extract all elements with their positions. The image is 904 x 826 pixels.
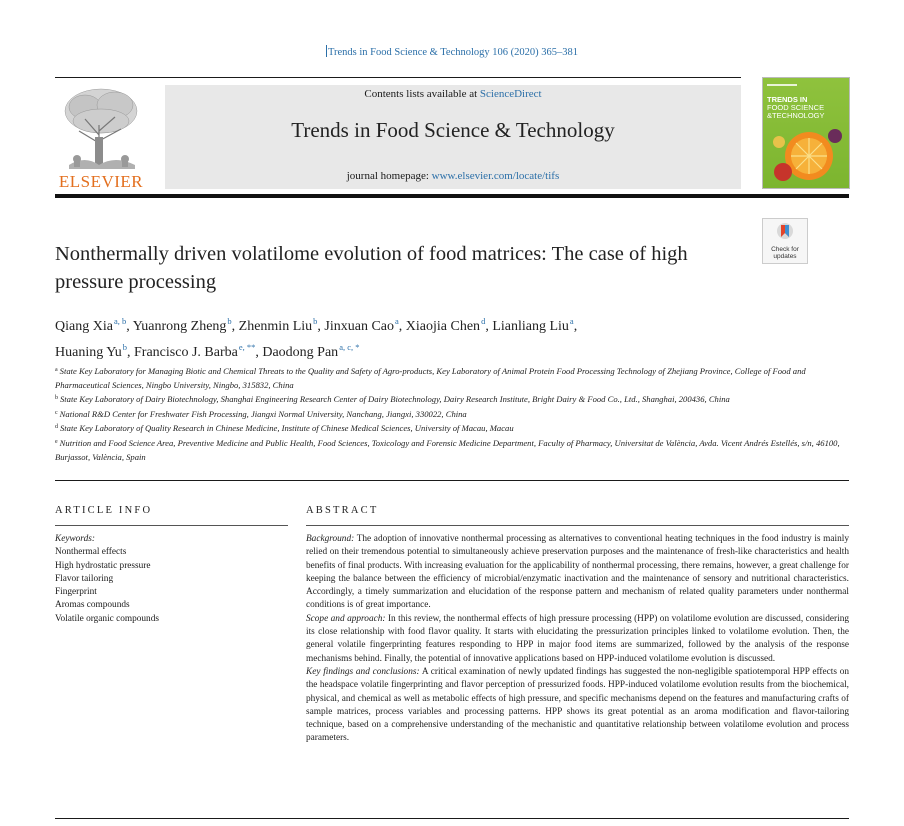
affiliation-text: Nutrition and Food Science Area, Preventive Medicine and Public Health, Food Sciences, Toxicology and Forensic Medicine Department, Faculty of Pharmacy, Universitat de València, Avda. Vicent Andrés Estellés, s/n, 46100, Burjassot, València, Spain [55, 437, 840, 462]
author-affiliation-marker[interactable]: b [122, 342, 128, 352]
author-name[interactable]: Zhenmin Liu [238, 319, 313, 334]
check-for-updates-label [763, 246, 807, 260]
contents-line [165, 88, 741, 100]
abstract-findings [306, 666, 849, 746]
sciencedirect-link[interactable]: ScienceDirect [479, 88, 542, 100]
affiliation-key: c [55, 409, 58, 416]
article-title: Nonthermally driven volatilome evolution of food matrices: The case of high pressure processing [55, 243, 688, 293]
author-name[interactable]: Daodong Pan [262, 345, 339, 360]
author[interactable] [134, 342, 256, 360]
author-name[interactable]: Lianliang Liu [492, 319, 569, 334]
journal-citation[interactable] [0, 45, 904, 58]
affiliation-item [55, 364, 845, 392]
abstract-scope [306, 613, 849, 666]
author-affiliation-marker[interactable]: b [313, 316, 318, 326]
author[interactable] [55, 342, 128, 360]
publisher-name: ELSEVIER [58, 172, 144, 191]
affiliation-key: a [55, 367, 58, 373]
cover-fruit-image [769, 122, 845, 184]
abstract-section-text: In this review, the nonthermal effects of high pressure processing (HPP) on volatilome evolution are discussed, considering its close relationship with food flavor quality. It starts with elucidating the pressurization principles linked to volatilome evolution. Then, the general volatile fingerprinting features responding to HPP in major food items are summarized, followed by the analysis of the response mechanisms behind. Finally, the potential of innovative applications based on HPP-induced volatilome evolution is discussed. [306, 613, 849, 664]
abstract-heading: ABSTRACT [306, 505, 379, 516]
abstract-section-label: Scope and approach: [306, 613, 386, 624]
affiliation-item [55, 436, 845, 464]
author-affiliation-marker[interactable]: a, b [113, 316, 127, 326]
citation-text[interactable]: Trends in Food Science & Technology 106 (2020) 365–381 [327, 47, 579, 58]
author[interactable] [55, 316, 127, 334]
cover-title [767, 96, 847, 120]
abstract-rule [306, 525, 849, 526]
article-info-heading: ARTICLE INFO [55, 505, 153, 516]
keyword-item[interactable]: Volatile organic compounds [55, 613, 159, 624]
homepage-prefix: journal homepage: [346, 170, 432, 182]
keyword-item[interactable]: Aromas compounds [55, 600, 130, 611]
abstract-body [306, 533, 849, 746]
cover-title-line-3: &TECHNOLOGY [767, 111, 825, 120]
footer-rule [55, 818, 849, 819]
author-name[interactable]: Yuanrong Zheng [132, 319, 227, 334]
author-affiliation-marker[interactable]: a [569, 316, 574, 326]
author[interactable] [262, 342, 360, 360]
cover-title-line-2: FOOD SCIENCE [767, 103, 825, 112]
affiliation-key: d [55, 424, 58, 431]
header-rule [55, 77, 741, 78]
affiliation-item [55, 392, 845, 407]
author[interactable] [238, 316, 318, 334]
abstract-section-text: The adoption of innovative nonthermal processing as alternatives to conventional heating techniques in the food industry is mainly relied on their tremendous potential to simultaneously achieve preservation purposes and the maintenance of fresh-like characteristics and health benefits of final products. With increasing evaluation for the applicability of nonthermal processing, there remains, however, a great challenge for keeping the balance between the efficiency of microbial/enzymatic inactivation and the maintenance of sensory and nutritional characteristics. Accordingly, a timely summarization and elucidation of the response pattern and mechanism of related quality parameters under nonthermal conditions is of great importance. [306, 534, 850, 611]
abstract-background [306, 533, 849, 613]
contents-prefix: Contents lists available at [364, 88, 480, 100]
author-affiliation-marker[interactable]: d [481, 316, 486, 326]
header-thick-rule [55, 194, 849, 198]
author-affiliation-marker[interactable]: a, c, * [339, 342, 360, 352]
author-name[interactable]: Qiang Xia [55, 319, 113, 334]
author-affiliation-marker[interactable]: e, ** [238, 342, 256, 352]
affiliation-text: State Key Laboratory for Managing Biotic and Chemical Threats to the Quality and Safety of Agro-products, Key Laboratory of Animal Protein Food Processing Technology of Zhejiang Province, College of Food and Pharmaceutical Sciences, Ningbo University, Ningbo, 315832, China [55, 366, 806, 390]
author[interactable] [324, 316, 399, 334]
abstract-section-label: Background: [306, 534, 355, 544]
affiliations [55, 364, 845, 464]
affiliation-text: National R&D Center for Freshwater Fish Processing, Jiangxi Normal University, Nanchang, Jiangxi, 330022, China [59, 408, 467, 419]
affiliation-item [55, 421, 845, 436]
author-name[interactable]: Xiaojia Chen [405, 319, 481, 334]
crossmark-icon [776, 222, 794, 242]
cover-title-line-1: TRENDS IN [767, 95, 808, 104]
article-info-rule [55, 525, 288, 526]
author-affiliation-marker[interactable]: b [227, 316, 232, 326]
journal-homepage-link[interactable]: www.elsevier.com/locate/tifs [431, 170, 560, 182]
check-updates-line-2: updates [773, 253, 797, 260]
abstract-section-text: A critical examination of newly updated findings has suggested the non-negligible spatiotemporal HPP effects on the headspace volatile fingerprinting and flavor perception of pressurized foods. HPP-induced volatilome evolution results from the biochemical, physical, and chemical as well as metabolic effects of high pressure, and specific mechanisms depend on the features and manufacturing crafts of sample matrices, process variables and processing patterns. HPP shows its great potential as an aroma modification and flavor-tailoring technique, based on a comprehensive understanding of the mechanistic and quantitative relationship between volatilome evolution and process parameters. [306, 666, 849, 744]
keyword-item[interactable]: Nonthermal effects [55, 547, 127, 558]
author-list: Qiang Xia$^{a, b}$, Yuanrong Zheng$^b$, Zhenmin Liu$^b$, Jinxuan Cao$^a$, Xiaojia Chen$^d$, Lianliang Liu$^a$, Huaning Yu$^b$, Francisco J. Barba$^{e, **}$, Daodong Pan$^{a, c, *}$ [55, 316, 578, 360]
author[interactable] [492, 316, 574, 334]
keywords-label: Keywords: [55, 534, 95, 544]
homepage-line [165, 170, 741, 182]
cover-rule [767, 84, 797, 86]
author-name[interactable]: Jinxuan Cao [324, 319, 395, 334]
author[interactable] [405, 316, 486, 334]
affiliation-item [55, 407, 845, 422]
keyword-item[interactable]: High hydrostatic pressure [55, 560, 151, 571]
author-name[interactable]: Francisco J. Barba [134, 345, 238, 360]
author-name[interactable]: Huaning Yu [55, 345, 122, 360]
affiliation-text: State Key Laboratory of Dairy Biotechnology, Shanghai Engineering Research Center of Dairy Biotechnology, Dairy Research Institute, Bright Dairy & Food Co., Ltd., Shanghai, 200436, China [60, 394, 730, 405]
affiliation-key: b [55, 395, 58, 402]
author-affiliation-marker[interactable]: a [395, 316, 399, 326]
keyword-item[interactable]: Fingerprint [55, 587, 97, 598]
section-rule [55, 480, 849, 481]
author[interactable] [132, 316, 232, 334]
keywords-block [55, 533, 288, 626]
affiliation-key: e [55, 438, 58, 445]
text-cursor [326, 45, 327, 57]
affiliation-text: State Key Laboratory of Quality Research in Chinese Medicine, Institute of Chinese Medical Sciences, University of Macau, Macau [60, 423, 514, 434]
journal-cover[interactable] [762, 77, 850, 189]
check-for-updates-badge[interactable] [762, 218, 808, 264]
abstract-section-label: Key findings and conclusions: [306, 666, 420, 677]
journal-title: Trends in Food Science & Technology [291, 118, 615, 142]
keyword-item[interactable]: Flavor tailoring [55, 573, 114, 584]
check-updates-line-1: Check for [771, 246, 799, 253]
